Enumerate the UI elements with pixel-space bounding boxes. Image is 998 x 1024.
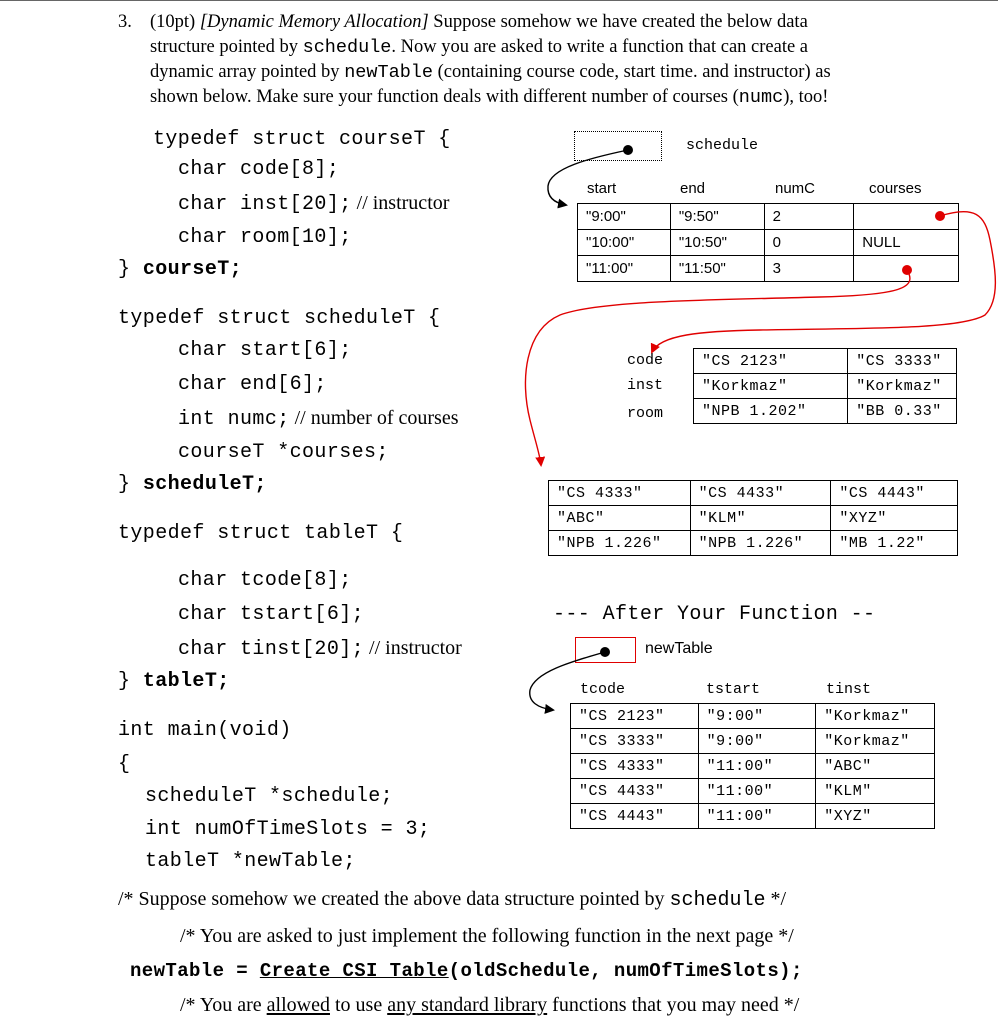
table-cell: 2 [764,204,854,230]
function-name: Create_CSI_Table [259,960,449,982]
table-cell [854,204,959,230]
table-row [549,531,958,556]
table-cell: "BB 0.33" [848,399,957,424]
page-top-border [0,0,998,1]
code-line: char code[8]; [178,158,340,181]
table-cell: "CS 4443" [571,804,699,829]
code-line: tableT *newTable; [145,850,356,873]
code-line: typedef struct scheduleT { [118,307,441,330]
question-topic: [Dynamic Memory Allocation] [199,12,429,32]
table-cell: "11:00" [698,779,816,804]
schedule-pointer-box [574,131,662,161]
schedule-table [577,203,959,282]
course-row-label: code [627,352,664,369]
table-cell: "11:00" [698,804,816,829]
code-line: char end[6]; [178,373,327,396]
code-line: { [118,753,131,776]
question-line-1: (10pt) [Dynamic Memory Allocation] Suppose somehow we have created the below data [150,12,808,32]
table-cell: "10:50" [670,230,764,256]
table-row [694,374,957,399]
code-comment: // number of courses [289,407,459,429]
table-cell: "CS 4433" [571,779,699,804]
table-cell: "KLM" [690,506,831,531]
table-cell: "NPB 1.202" [694,399,848,424]
table-row [571,754,935,779]
function-call-line: newTable = Create_CSI_Table(oldSchedule, numOfTimeSlots); [130,960,803,982]
type-name: scheduleT; [142,473,267,496]
code-line: } tableT; [118,670,230,693]
table-row [571,729,935,754]
table-cell: "Korkmaz" [848,374,957,399]
courses-array-b [548,480,958,556]
table-cell: "11:50" [670,256,764,282]
table-row [578,204,959,230]
table-cell: "9:00" [578,204,671,230]
inline-code: numc [738,87,784,108]
table-row [578,256,959,282]
table-cell: "11:00" [578,256,671,282]
code-line: int numOfTimeSlots = 3; [145,818,431,841]
table-cell: 3 [764,256,854,282]
sched-header: numC [775,180,816,197]
table-cell: "ABC" [549,506,691,531]
sched-header: end [680,180,706,197]
table-cell: "Korkmaz" [816,704,935,729]
table-cell: "CS 2123" [694,349,848,374]
course-row-label: inst [627,377,664,394]
bottom-comment-2: /* You are asked to just implement the following function in the next page */ [180,925,794,947]
inline-code: schedule [302,37,392,58]
table-header: tstart [706,681,761,698]
table-cell [854,256,959,282]
table-cell: "Korkmaz" [816,729,935,754]
code-line: char inst[20]; // instructor [178,192,450,216]
table-row [571,704,935,729]
table-row [549,506,958,531]
table-cell: "CS 4333" [571,754,699,779]
code-line: int main(void) [118,719,292,742]
table-cell: "11:00" [698,754,816,779]
table-cell: "KLM" [816,779,935,804]
type-name: courseT; [142,258,243,281]
question-line-3: dynamic array pointed by newTable (containing course code, start time. and instructor) as [150,62,831,83]
code-line: char start[6]; [178,339,352,362]
table-cell: "Korkmaz" [694,374,848,399]
table-cell: NULL [854,230,959,256]
table-cell: "XYZ" [816,804,935,829]
inline-code: schedule [669,889,766,912]
newtable-array [570,703,935,829]
table-row [578,230,959,256]
table-cell: "XYZ" [831,506,958,531]
code-line: char tstart[6]; [178,603,365,626]
table-cell: "CS 2123" [571,704,699,729]
code-line: courseT *courses; [178,441,389,464]
code-line: typedef struct courseT { [153,128,451,151]
code-line: int numc; // number of courses [178,407,459,431]
code-line: char tcode[8]; [178,569,352,592]
table-cell: 0 [764,230,854,256]
after-function-label: --- After Your Function -- [553,603,876,626]
table-header: tcode [580,681,626,698]
underlined-text: any standard library [387,994,548,1016]
bottom-comment-3: /* You are allowed to use any standard library functions that you may need */ [180,994,800,1016]
table-header: tinst [826,681,872,698]
table-row [694,399,957,424]
table-row [549,481,958,506]
code-line: } scheduleT; [118,473,267,496]
question-points: (10pt) [150,12,196,32]
code-line: char room[10]; [178,226,352,249]
table-row [571,779,935,804]
course-row-label: room [627,405,664,422]
table-row [571,804,935,829]
table-cell: "9:00" [698,704,816,729]
table-cell: "9:50" [670,204,764,230]
code-line: } courseT; [118,258,243,281]
table-cell: "ABC" [816,754,935,779]
code-line: char tinst[20]; // instructor [178,637,462,661]
type-name: tableT; [142,670,230,693]
table-cell: "NPB 1.226" [549,531,691,556]
code-line: scheduleT *schedule; [145,785,394,808]
newtable-pointer-box [575,637,636,663]
code-line: typedef struct tableT { [118,522,404,545]
table-cell: "CS 3333" [848,349,957,374]
table-cell: "CS 3333" [571,729,699,754]
newtable-label: newTable [645,640,713,657]
schedule-label: schedule [686,137,759,154]
underlined-text: allowed [266,994,330,1016]
table-row [694,349,957,374]
table-cell: "10:00" [578,230,671,256]
table-cell: "9:00" [698,729,816,754]
code-comment: // instructor [351,192,450,214]
question-line-4: shown below. Make sure your function deals with different number of courses (numc), too! [150,87,829,108]
table-cell: "CS 4433" [690,481,831,506]
table-cell: "CS 4333" [549,481,691,506]
table-cell: "CS 4443" [831,481,958,506]
table-cell: "NPB 1.226" [690,531,831,556]
courses-array-a [693,348,957,424]
sched-header: start [587,180,617,197]
table-cell: "MB 1.22" [831,531,958,556]
question-number: 3. [118,12,132,32]
sched-header: courses [869,180,922,197]
code-comment: // instructor [364,637,462,659]
inline-code: newTable [344,62,434,83]
question-line-2: structure pointed by schedule. Now you are asked to write a function that can create a [150,37,809,58]
bottom-comment-1: /* Suppose somehow we created the above data structure pointed by schedule */ [118,888,787,912]
